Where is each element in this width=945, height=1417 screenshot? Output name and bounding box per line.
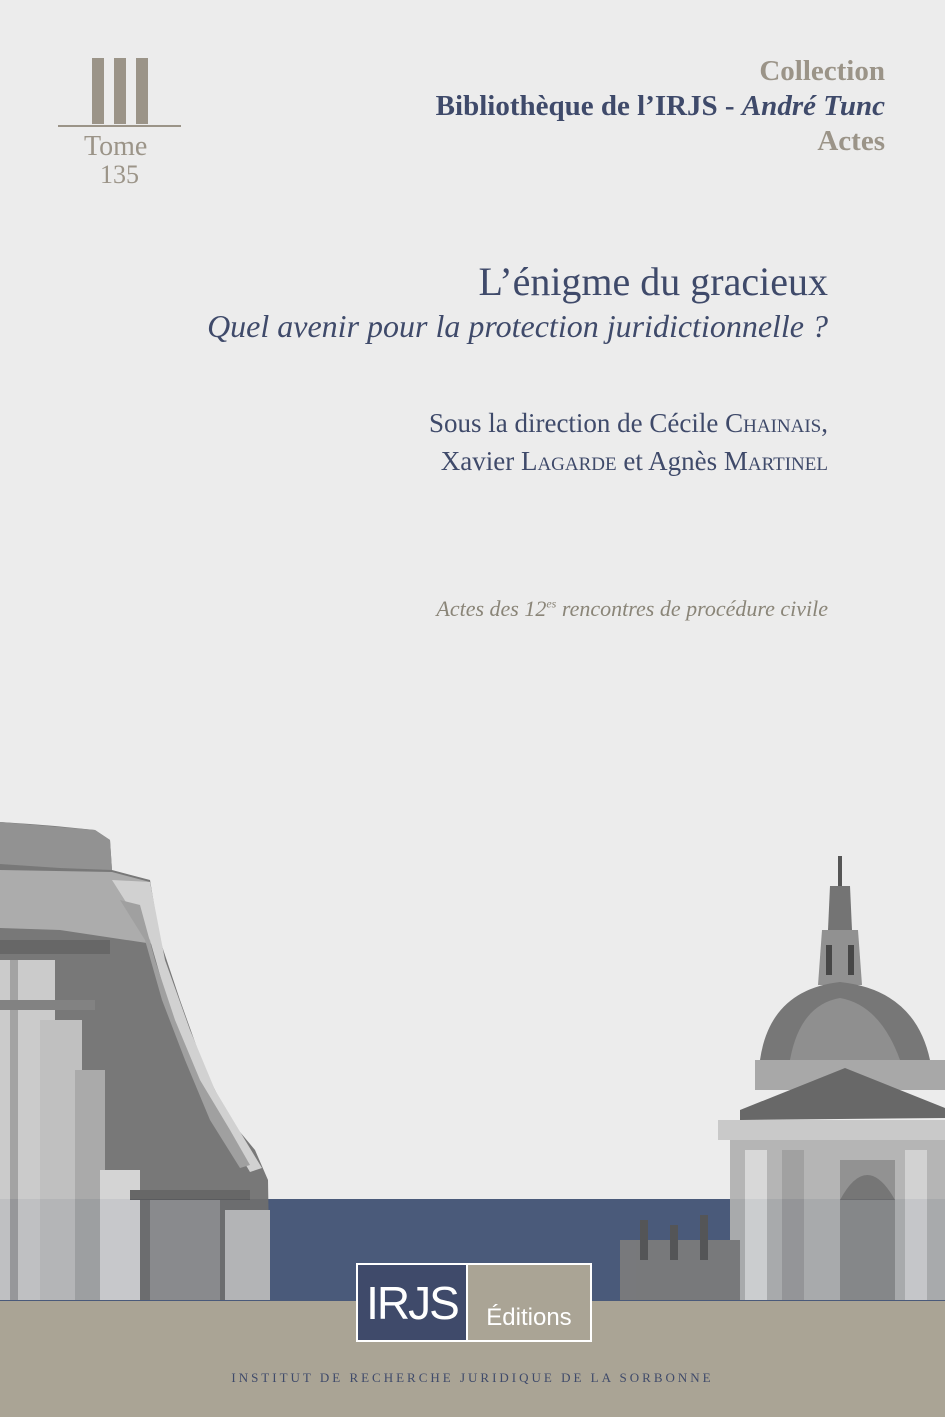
tome-number: 135 bbox=[100, 160, 139, 189]
proceedings-pre: Actes des 12 bbox=[436, 596, 547, 621]
logo-irjs: IRJS bbox=[358, 1265, 466, 1340]
collection-series-italic: André Tunc bbox=[741, 90, 885, 122]
book-title: L’énigme du gracieux bbox=[478, 259, 828, 304]
book-subtitle: Quel avenir pour la protection juridictionnelle ? bbox=[207, 308, 828, 344]
collection-type: Actes bbox=[817, 125, 885, 157]
editor3-surname: Martinel bbox=[723, 446, 828, 476]
editors-prefix: Sous la direction de Cécile bbox=[428, 408, 726, 438]
editor2-surname: Lagarde bbox=[520, 446, 617, 476]
proceedings-post: rencontres de procédure civile bbox=[556, 596, 828, 621]
logo-editions: Éditions bbox=[468, 1265, 590, 1340]
tome-label: Tome bbox=[84, 131, 148, 162]
collection-label: Collection bbox=[759, 55, 885, 87]
collection-series-main: Bibliothèque de l’IRJS - bbox=[435, 90, 742, 122]
editors-connector: et Agnès bbox=[616, 446, 724, 476]
dome-building-illustration bbox=[620, 856, 945, 1300]
left-building-illustration bbox=[0, 822, 270, 1300]
editor1-suffix: , bbox=[821, 408, 828, 438]
editor1-surname: Chainais bbox=[725, 408, 822, 438]
editor2-first: Xavier bbox=[440, 446, 521, 476]
irjs-editions-logo bbox=[356, 1263, 592, 1342]
institute-name: INSTITUT DE RECHERCHE JURIDIQUE DE LA SORBONNE bbox=[231, 1370, 714, 1385]
proceedings-sup: es bbox=[546, 596, 557, 611]
